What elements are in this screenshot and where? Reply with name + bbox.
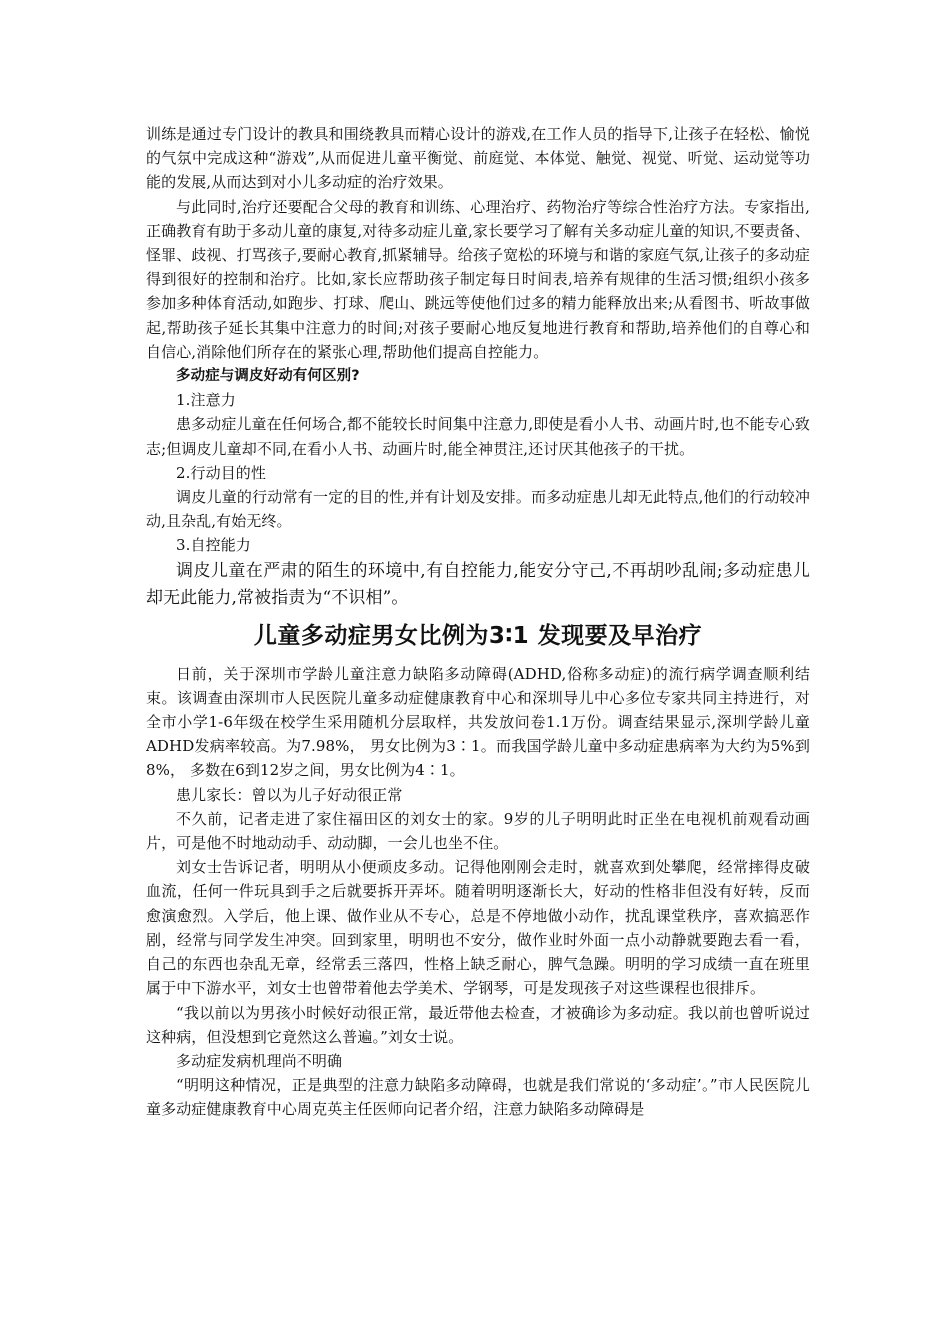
- paragraph-reporter-visit: 不久前，记者走进了家住福田区的刘女士的家。9岁的儿子明明此时正坐在电视机前观看动画片，可是他不时地动动手、动动脚，一会儿也坐不住。: [146, 809, 810, 853]
- document-page: [146, 122, 810, 1122]
- paragraph-doctor-intro: “明明这种情况，正是典型的注意力缺陷多动障碍，也就是我们常说的‘多动症’。”市人民医院儿童多动症健康教育中心周克英主任医师向记者介绍，注意力缺陷多动障碍是: [146, 1076, 810, 1119]
- subheading-self-control: 3.自控能力: [176, 536, 251, 555]
- paragraph-survey: 日前，关于深圳市学龄儿童注意力缺陷多动障碍(ADHD,俗称多动症)的流行病学调查顺利结束。该调查由深圳市人民医院儿童多动症健康教育中心和深圳导儿中心多位专家共同主持进行，对全市小学1-6年级在校学生采用随机分层取样，共发放问卷1.1万份。调查结果显示,深圳学龄儿童 ADHD发病率较高。为7.98%， 男女比例为3∶1。而我国学龄儿童中多动症患病率为大约为5%到8%， 多数在6到12岁之间，男女比例为4∶1。: [146, 664, 810, 780]
- paragraph-mingming-story: 刘女士告诉记者，明明从小便顽皮多动。记得他刚刚会走时，就喜欢到处攀爬，经常摔得皮破血流，任何一件玩具到手之后就要拆开弄坏。随着明明逐渐长大，好动的性格非但没有好转，反而愈演愈烈。入学后，他上课、做作业从不专心，总是不停地做小动作，扰乱课堂秩序，喜欢搞恶作剧，经常与同学发生冲突。回到家里，明明也不安分，做作业时外面一点小动静就要跑去看一看，自己的东西也杂乱无章，经常丢三落四，性格上缺乏耐心，脾气急躁。明明的学习成绩一直在班里属于中下游水平，刘女士也曾带着他去学美术、学钢琴，可是发现孩子对这些课程也很排斥。: [146, 858, 810, 998]
- paragraph-combined-treatment: 与此同时,治疗还要配合父母的教育和训练、心理治疗、药物治疗等综合性治疗方法。专家指出,正确教育有助于多动儿童的康复,对待多动症儿童,家长要学习了解有关多动症儿童的知识,不要责备、怪罪、歧视、打骂孩子,要耐心教育,抓紧辅导。给孩子宽松的环境与和谐的家庭气氛,让孩子的多动症得到很好的控制和治疗。比如,家长应帮助孩子制定每日时间表,培养有规律的生活习惯;组织小孩多参加多种体育活动,如跑步、打球、爬山、跳远等使他们过多的精力能释放出来;从看图书、听故事做起,帮助孩子延长其集中注意力的时间;对孩子要耐心地反复地进行教育和帮助,培养他们的自尊心和自信心,消除他们所存在的紧张心理,帮助他们提高自控能力。: [146, 197, 810, 361]
- paragraph-self-control: 调皮儿童在严肃的陌生的环境中,有自控能力,能安分守己,不再胡吵乱闹;多动症患儿却无此能力,常被指责为“不识相”。: [146, 560, 810, 608]
- section-heading-difference: 多动症与调皮好动有何区别?: [176, 368, 360, 385]
- subheading-attention: 1.注意力: [176, 391, 236, 410]
- subheading-mechanism: 多动症发病机理尚不明确: [176, 1051, 343, 1070]
- subheading-purpose: 2.行动目的性: [176, 463, 267, 482]
- paragraph-attention: 患多动症儿童在任何场合,都不能较长时间集中注意力,即使是看小人书、动画片时,也不能专心致志;但调皮儿童却不同,在看小人书、动画片时,能全神贯注,还讨厌其他孩子的干扰。: [146, 415, 810, 458]
- article-title: 儿童多动症男女比例为3∶1 发现要及早治疗: [253, 622, 703, 649]
- paragraph-purpose: 调皮儿童的行动常有一定的目的性,并有计划及安排。而多动症患儿却无此特点,他们的行动较冲动,且杂乱,有始无终。: [146, 488, 810, 531]
- paragraph-mother-quote: “我以前以为男孩小时候好动很正常，最近带他去检查，才被确诊为多动症。我以前也曾听说过这种病，但没想到它竟然这么普遍。”刘女士说。: [146, 1003, 810, 1046]
- subheading-parent: 患儿家长：曾以为儿子好动很正常: [176, 785, 403, 804]
- paragraph-training-games: 训练是通过专门设计的教具和围绕教具而精心设计的游戏,在工作人员的指导下,让孩子在轻松、愉悦的气氛中完成这种“游戏”,从而促进儿童平衡觉、前庭觉、本体觉、触觉、视觉、听觉、运动觉等功能的发展,从而达到对小儿多动症的治疗效果。: [146, 125, 810, 192]
